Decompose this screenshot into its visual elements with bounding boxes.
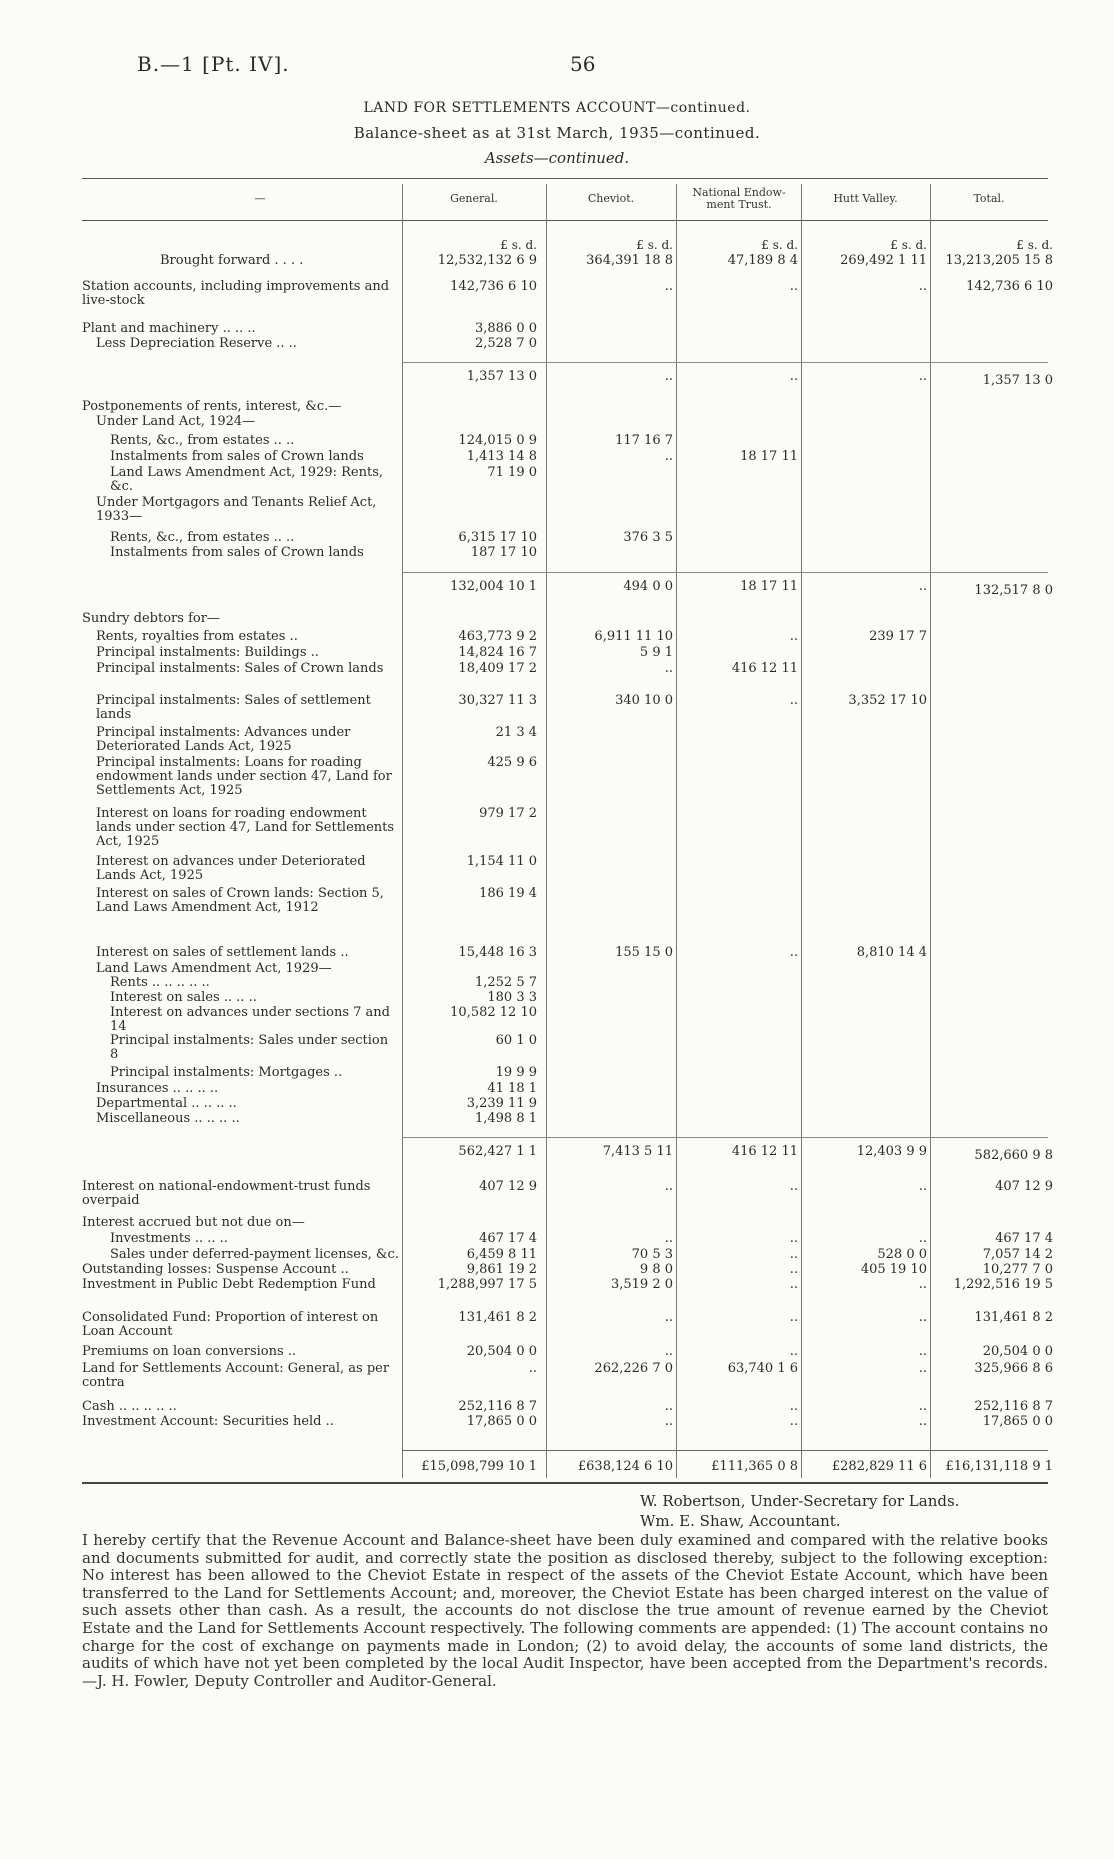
cell-cheviot: .. (664, 279, 673, 294)
row-label: Rents .. .. .. .. .. (110, 975, 210, 990)
subtotal-rule (402, 362, 1048, 363)
brought-forward-label: Brought forward . . . . (160, 253, 304, 268)
cell-national: .. (789, 1179, 798, 1194)
cell-national: 18 17 11 (740, 449, 798, 464)
cell-hutt: 528 0 0 (877, 1247, 927, 1262)
cell-general: 1,498 8 1 (474, 1111, 537, 1126)
cell-general: 6,315 17 10 (458, 530, 537, 545)
grand-total-general: £15,098,799 10 1 (421, 1459, 537, 1474)
row-label: Principal instalments: Loans for roading endowment lands under section 47, Land for Settlements Act, 1925 (96, 755, 392, 798)
cell-national: .. (789, 945, 798, 960)
cell-total: 20,504 0 0 (982, 1344, 1053, 1359)
row-label: Plant and machinery .. .. .. (82, 321, 256, 336)
cell-general: 124,015 0 9 (458, 433, 537, 448)
brought-forward-national: 47,189 8 4 (727, 253, 798, 268)
cell-general: 180 3 3 (487, 990, 537, 1005)
grand-total-national: £111,365 0 8 (711, 1459, 798, 1474)
cell-hutt: 239 17 7 (869, 629, 927, 644)
page-subtitle: Balance-sheet as at 31st March, 1935—continued. (353, 124, 761, 142)
row-label: Land Laws Amendment Act, 1929— (96, 961, 332, 976)
cell-hutt: .. (918, 1344, 927, 1359)
cell-general: 407 12 9 (479, 1179, 537, 1194)
cell-general: 17,865 0 0 (466, 1414, 537, 1429)
cell-total: 1,292,516 19 5 (953, 1277, 1053, 1292)
cell-general: 10,582 12 10 (450, 1005, 537, 1020)
cell-total: 17,865 0 0 (982, 1414, 1053, 1429)
cell-national: .. (789, 629, 798, 644)
cell-cheviot: 6,911 11 10 (594, 629, 673, 644)
cell-national: .. (789, 1231, 798, 1246)
row-label: Cash .. .. .. .. .. (82, 1399, 177, 1414)
row-label: Rents, &c., from estates .. .. (110, 530, 295, 545)
cell-national: .. (789, 279, 798, 294)
cell-general: 18,409 17 2 (458, 661, 537, 676)
cell-cheviot: 494 0 0 (623, 579, 673, 594)
cell-cheviot: .. (664, 1344, 673, 1359)
cell-general: .. (528, 1361, 537, 1376)
units-label: £ s. d. (890, 238, 927, 252)
cell-hutt: .. (918, 1277, 927, 1292)
cell-general: 14,824 16 7 (458, 645, 537, 660)
cell-cheviot: .. (664, 661, 673, 676)
cell-hutt: 3,352 17 10 (848, 693, 927, 708)
audit-certificate: I hereby certify that the Revenue Account and Balance-sheet have been duly examined and compared with the relative books and documents submitted for audit, and correctly state the position as disclosed thereby, subject to the following exception: No interest has been allowed to the Cheviot Estate in respect of the assets of the Cheviot Estate Account, which have been transferred to the Land for Settlements Account; and, moreover, the Cheviot Estate has been charged interest on the value of such assets other than cash. As a result, the accounts do not disclose the true amount of revenue earned by the Cheviot Estate and the Land for Settlements Account respectively. The following comments are appended: (1) The account contains no charge for the cost of exchange on payments made in London; (2) to avoid delay, the accounts of some land districts, the audits of which have not yet been completed by the local Audit Inspector, have been accepted from the Department's records.—J. H. Fowler, Deputy Controller and Auditor-General. (82, 1531, 1048, 1690)
column-divider (801, 184, 802, 1478)
cell-general: 19 9 9 (495, 1065, 537, 1080)
row-label: Interest on advances under Deteriorated Lands Act, 1925 (96, 854, 366, 883)
cell-hutt: .. (918, 1310, 927, 1325)
page-number: 56 (570, 52, 596, 76)
page-title: LAND FOR SETTLEMENTS ACCOUNT—continued. (363, 100, 751, 116)
cell-cheviot: 9 8 0 (639, 1262, 673, 1277)
cell-national: .. (789, 1414, 798, 1429)
cell-national: .. (789, 1310, 798, 1325)
row-label: Less Depreciation Reserve .. .. (96, 336, 297, 351)
cell-general: 463,773 9 2 (458, 629, 537, 644)
cell-cheviot: 5 9 1 (639, 645, 673, 660)
row-label: Consolidated Fund: Proportion of interest on Loan Account (82, 1310, 379, 1339)
column-divider (930, 184, 931, 1478)
cell-general: 1,288,997 17 5 (437, 1277, 537, 1292)
cell-cheviot: 117 16 7 (615, 433, 673, 448)
row-label: Interest on national-endowment-trust funds overpaid (82, 1179, 371, 1208)
row-label: Principal instalments: Sales of Crown lands (96, 661, 384, 676)
row-label: Departmental .. .. .. .. (96, 1096, 237, 1111)
row-label: Interest on advances under sections 7 and 14 (110, 1005, 390, 1034)
cell-hutt: .. (918, 279, 927, 294)
cell-cheviot: .. (664, 1231, 673, 1246)
cell-national: 416 12 11 (731, 661, 798, 676)
units-label: £ s. d. (636, 238, 673, 252)
brought-forward-cheviot: 364,391 18 8 (586, 253, 673, 268)
cell-cheviot: .. (664, 449, 673, 464)
cell-general: 562,427 1 1 (458, 1144, 537, 1159)
cell-national: 63,740 1 6 (727, 1361, 798, 1376)
row-label: Principal instalments: Sales of settlement lands (96, 693, 371, 722)
cell-national: .. (789, 1399, 798, 1414)
cell-general: 425 9 6 (487, 755, 537, 770)
cell-general: 132,004 10 1 (450, 579, 537, 594)
cell-national: .. (789, 1277, 798, 1292)
units-label: £ s. d. (1016, 238, 1053, 252)
row-label: Interest accrued but not due on— (82, 1215, 305, 1230)
cell-general: 1,413 14 8 (466, 449, 537, 464)
cell-cheviot: .. (664, 1310, 673, 1325)
cell-total: 132,517 8 0 (974, 583, 1053, 598)
cell-general: 20,504 0 0 (466, 1344, 537, 1359)
cell-general: 1,357 13 0 (466, 369, 537, 384)
row-label: Under Land Act, 1924— (96, 414, 256, 429)
row-label: Land Laws Amendment Act, 1929: Rents, &c. (110, 465, 384, 494)
cell-general: 187 17 10 (470, 545, 537, 560)
row-label: Miscellaneous .. .. .. .. (96, 1111, 240, 1126)
row-label: Principal instalments: Advances under Deteriorated Lands Act, 1925 (96, 725, 351, 754)
row-label: Principal instalments: Sales under section 8 (110, 1033, 389, 1062)
column-header-general: General. (450, 192, 498, 205)
cell-general: 142,736 6 10 (450, 279, 537, 294)
cell-general: 41 18 1 (487, 1081, 537, 1096)
row-label: Premiums on loan conversions .. (82, 1344, 297, 1359)
row-label: Principal instalments: Buildings .. (96, 645, 319, 660)
cell-general: 2,528 7 0 (474, 336, 537, 351)
row-label: Land for Settlements Account: General, as per contra (82, 1361, 390, 1390)
cell-general: 1,154 11 0 (466, 854, 537, 869)
cell-cheviot: 340 10 0 (615, 693, 673, 708)
row-label: Instalments from sales of Crown lands (110, 449, 364, 464)
table-bottom-rule (82, 1482, 1048, 1484)
cell-hutt: .. (918, 1414, 927, 1429)
grand-total-total: £16,131,118 9 1 (945, 1459, 1053, 1474)
cell-total: 131,461 8 2 (974, 1310, 1053, 1325)
cell-national: .. (789, 369, 798, 384)
row-label: Postponements of rents, interest, &c.— (82, 399, 342, 414)
cell-national: 416 12 11 (731, 1144, 798, 1159)
row-label: Outstanding losses: Suspense Account .. (82, 1262, 349, 1277)
brought-forward-total: 13,213,205 15 8 (945, 253, 1053, 268)
grand-total-rule (402, 1450, 1048, 1451)
subtotal-rule (402, 572, 1048, 573)
cell-total: 252,116 8 7 (974, 1399, 1053, 1414)
cell-hutt: 8,810 14 4 (856, 945, 927, 960)
cell-general: 21 3 4 (495, 725, 537, 740)
cell-cheviot: .. (664, 1414, 673, 1429)
row-label: Interest on loans for roading endowment lands under section 47, Land for Settlements Act, 1925 (96, 806, 395, 849)
cell-national: .. (789, 1344, 798, 1359)
cell-cheviot: 376 3 5 (623, 530, 673, 545)
document-reference: B.—1 [Pt. IV]. (137, 52, 290, 76)
cell-cheviot: 3,519 2 0 (610, 1277, 673, 1292)
cell-cheviot: 262,226 7 0 (594, 1361, 673, 1376)
cell-general: 1,252 5 7 (474, 975, 537, 990)
cell-total: 407 12 9 (995, 1179, 1053, 1194)
cell-general: 186 19 4 (479, 886, 537, 901)
row-label: Interest on sales of Crown lands: Section 5, Land Laws Amendment Act, 1912 (96, 886, 384, 915)
cell-total: 7,057 14 2 (982, 1247, 1053, 1262)
column-header-national: National Endow-ment Trust. (692, 186, 786, 211)
cell-total: 1,357 13 0 (982, 373, 1053, 388)
cell-general: 252,116 8 7 (458, 1399, 537, 1414)
cell-hutt: 405 19 10 (860, 1262, 927, 1277)
cell-general: 60 1 0 (495, 1033, 537, 1048)
cell-hutt: 12,403 9 9 (856, 1144, 927, 1159)
column-header: — (254, 192, 266, 205)
cell-total: 325,966 8 6 (974, 1361, 1053, 1376)
column-header-total: Total. (973, 192, 1005, 205)
cell-hutt: .. (918, 1361, 927, 1376)
cell-total: 582,660 9 8 (974, 1148, 1053, 1163)
cell-general: 3,886 0 0 (474, 321, 537, 336)
cell-general: 979 17 2 (479, 806, 537, 821)
column-header-cheviot: Cheviot. (587, 192, 635, 205)
row-label: Sundry debtors for— (82, 611, 220, 626)
signature-accountant: Wm. E. Shaw, Accountant. (640, 1512, 841, 1530)
cell-total: 10,277 7 0 (982, 1262, 1053, 1277)
cell-total: 142,736 6 10 (966, 279, 1053, 294)
cell-general: 15,448 16 3 (458, 945, 537, 960)
cell-cheviot: 70 5 3 (631, 1247, 673, 1262)
cell-total: 467 17 4 (995, 1231, 1053, 1246)
cell-general: 131,461 8 2 (458, 1310, 537, 1325)
cell-hutt: .. (918, 579, 927, 594)
cell-general: 9,861 19 2 (466, 1262, 537, 1277)
row-label: Rents, royalties from estates .. (96, 629, 298, 644)
units-label: £ s. d. (761, 238, 798, 252)
brought-forward-hutt: 269,492 1 11 (840, 253, 927, 268)
cell-national: 18 17 11 (740, 579, 798, 594)
row-label: Sales under deferred-payment licenses, &c. (110, 1247, 399, 1262)
cell-cheviot: .. (664, 1399, 673, 1414)
row-label: Rents, &c., from estates .. .. (110, 433, 295, 448)
cell-cheviot: .. (664, 1179, 673, 1194)
cell-hutt: .. (918, 1399, 927, 1414)
row-label: Under Mortgagors and Tenants Relief Act, 1933— (96, 495, 377, 524)
cell-national: .. (789, 693, 798, 708)
row-label: Insurances .. .. .. .. (96, 1081, 219, 1096)
cell-cheviot: 7,413 5 11 (602, 1144, 673, 1159)
row-label: Investment in Public Debt Redemption Fund (82, 1277, 376, 1292)
cell-hutt: .. (918, 1179, 927, 1194)
cell-cheviot: .. (664, 369, 673, 384)
row-label: Interest on sales .. .. .. (110, 990, 257, 1005)
row-label: Investments .. .. .. (110, 1231, 228, 1246)
table-top-rule (82, 178, 1048, 179)
signature-under-secretary: W. Robertson, Under-Secretary for Lands. (640, 1492, 960, 1510)
cell-general: 3,239 11 9 (466, 1096, 537, 1111)
row-label: Instalments from sales of Crown lands (110, 545, 364, 560)
units-label: £ s. d. (500, 238, 537, 252)
column-header-hutt: Hutt Valley. (833, 192, 898, 205)
cell-general: 30,327 11 3 (458, 693, 537, 708)
section-title: Assets—continued. (484, 149, 630, 167)
row-label: Investment Account: Securities held .. (82, 1414, 334, 1429)
cell-general: 71 19 0 (487, 465, 537, 480)
grand-total-hutt: £282,829 11 6 (831, 1459, 927, 1474)
grand-total-cheviot: £638,124 6 10 (577, 1459, 673, 1474)
cell-general: 467 17 4 (479, 1231, 537, 1246)
cell-general: 6,459 8 11 (466, 1247, 537, 1262)
cell-national: .. (789, 1247, 798, 1262)
cell-hutt: .. (918, 369, 927, 384)
cell-cheviot: 155 15 0 (615, 945, 673, 960)
table-header-rule (82, 220, 1048, 221)
brought-forward-general: 12,532,132 6 9 (437, 253, 537, 268)
row-label: Interest on sales of settlement lands .. (96, 945, 349, 960)
cell-hutt: .. (918, 1231, 927, 1246)
subtotal-rule (402, 1137, 1048, 1138)
row-label: Station accounts, including improvements and live-stock (82, 279, 390, 308)
row-label: Principal instalments: Mortgages .. (110, 1065, 343, 1080)
cell-national: .. (789, 1262, 798, 1277)
